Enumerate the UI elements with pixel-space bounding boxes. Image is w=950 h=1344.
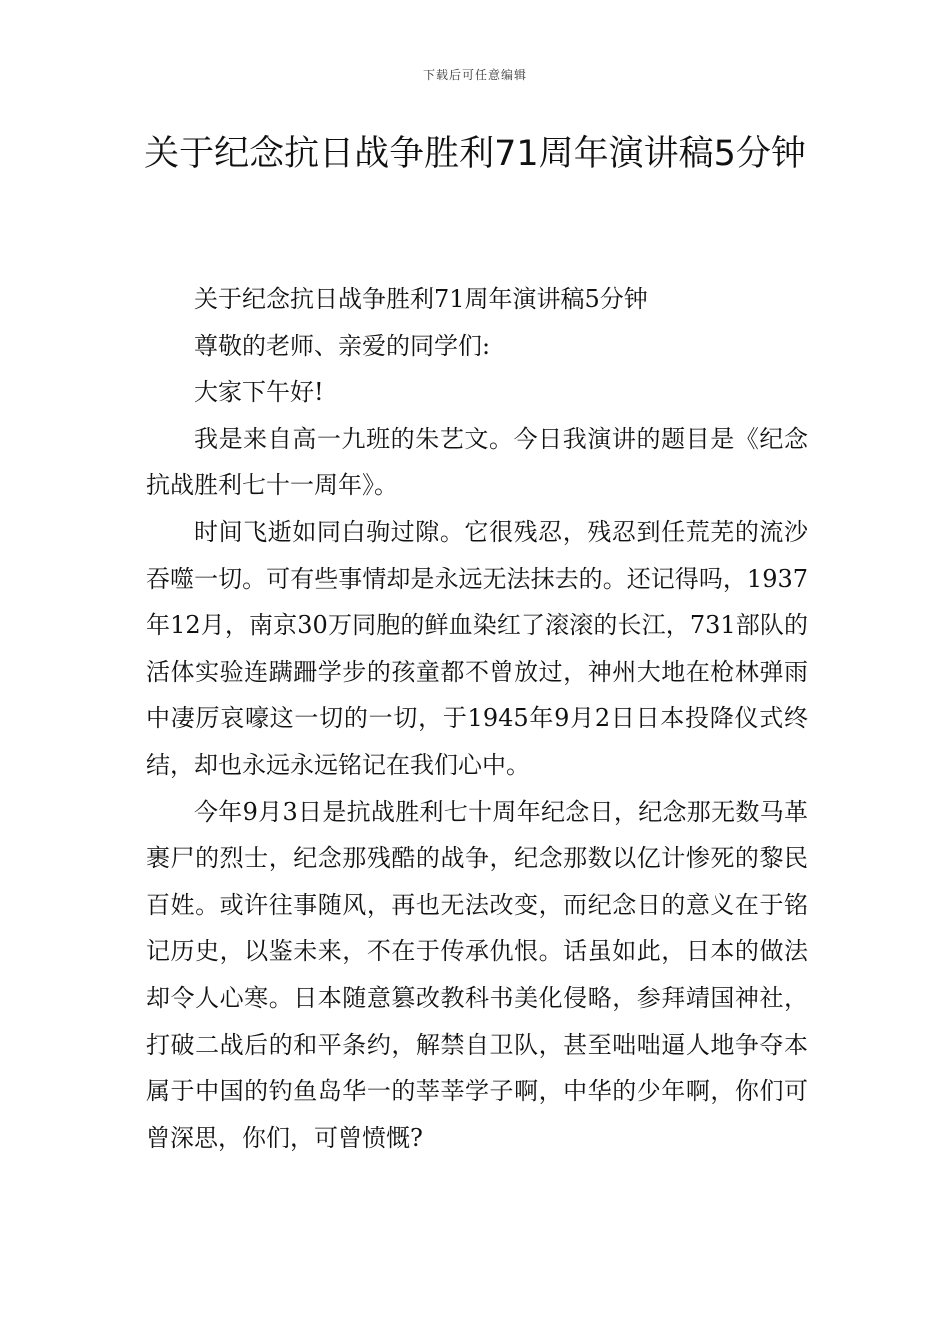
body-paragraph: 关于纪念抗日战争胜利71周年演讲稿5分钟: [194, 285, 648, 313]
header-note: 下载后可任意编辑: [422, 68, 527, 82]
document-body: [146, 276, 808, 1161]
body-paragraph: 大家下午好!: [194, 378, 324, 407]
body-paragraph: 尊敬的老师、亲爱的同学们:: [194, 331, 491, 360]
document-title: 关于纪念抗日战争胜利71周年演讲稿5分钟: [144, 134, 806, 174]
body-paragraph: 我是来自高一九班的朱艺文。今日我演讲的题目是《纪念抗战胜利七十一周年》。: [146, 424, 808, 500]
body-paragraph: 今年9月3日是抗战胜利七十周年纪念日，纪念那无数马革裹尸的烈士，纪念那残酷的战争，纪念那数以亿计惨死的黎民百姓。或许往事随风，再也无法改变，而纪念日的意义在于铭记历史，以鉴未来，不在于传承仇恨。话虽如此，日本的做法却令人心寒。日本随意篡改教科书美化侵略，参拜靖国神社，打破二战后的和平条约，解禁自卫队，甚至咄咄逼人地争夺本属于中国的钓鱼岛华一的莘莘学子啊，中华的少年啊，你们可曾深思，你们，可曾愤慨?: [146, 797, 808, 1152]
body-paragraph: 时间飞逝如同白驹过隙。它很残忍，残忍到任荒芜的流沙吞噬一切。可有些事情却是永远无法抹去的。还记得吗，1937年12月，南京30万同胞的鲜血染红了滚滚的长江，731部队的活体实验连蹒跚学步的孩童都不曾放过，神州大地在枪林弹雨中凄厉哀嚎这一切的一切，于1945年9月2日日本投降仪式终结，却也永远永远铭记在我们心中。: [146, 517, 808, 779]
